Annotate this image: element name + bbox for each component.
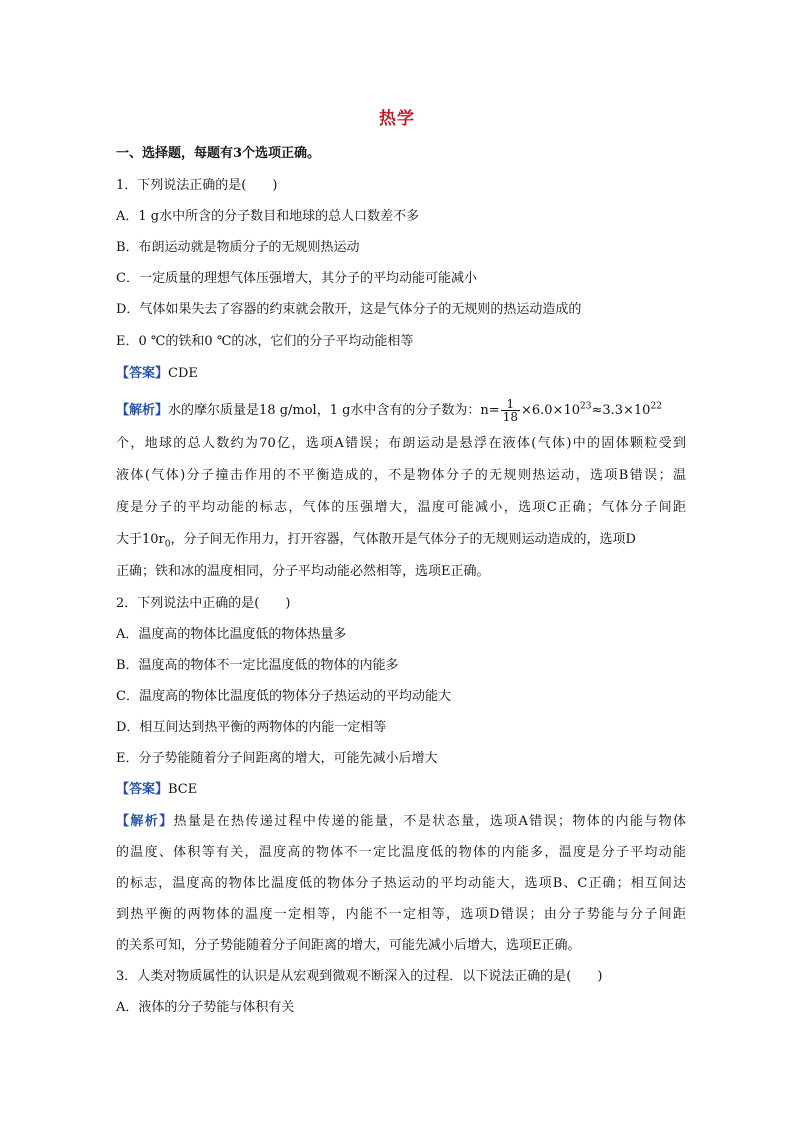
analysis-tag: 【解析】 (116, 403, 169, 418)
q1-analysis-line-6: 正确；铁和冰的温度相同，分子平均动能必然相等，选项E正确。 (116, 564, 490, 579)
fraction: $\frac{1}{18}$ (502, 397, 518, 424)
section-heading: 一、选择题，每题有3个选项正确。 (116, 146, 321, 161)
q3-stem: 3．人类对物质属性的认识是从宏观到微观不断深入的过程．以下说法正确的是( ) (116, 969, 603, 984)
page-title: 热学 (379, 109, 415, 129)
q2-analysis-line-1: 【解析】热量是在热传递过程中传递的能量，不是状态量，选项A错误；物体的内能与物体 (116, 814, 686, 829)
q2-analysis-line-4: 到热平衡的两物体的温度一定相等，内能不一定相等，选项D错误；由分子势能与分子间距 (116, 907, 686, 922)
q1-answer (116, 364, 686, 384)
q1-option-a: A．1 g水中所含的分子数目和地球的总人口数差不多 (116, 209, 420, 224)
analysis-tag: 【解析】 (116, 814, 174, 829)
q1-analysis-line-3: 液体(气体)分子撞击作用的不平衡造成的，不是物体分子的无规则热运动，选项B错误；温 (116, 468, 686, 483)
answer-value: BCE (168, 782, 198, 797)
q1-option-c: C．一定质量的理想气体压强增大，其分子的平均动能可能减小 (116, 271, 477, 286)
q3-option-a: A．液体的分子势能与体积有关 (116, 1000, 295, 1015)
q1-analysis-line-5: 大于$10r_0$，分子间无作用力，打开容器，气体散开是气体分子的无规则运动造成的，选项D (116, 532, 636, 550)
q2-option-b: B．温度高的物体不一定比温度低的物体的内能多 (116, 658, 399, 673)
q2-option-d: D．相互间达到热平衡的两物体的内能一定相等 (116, 720, 387, 735)
q1-option-d: D．气体如果失去了容器的约束就会散开，这是气体分子的无规则的热运动造成的 (116, 302, 582, 317)
q1-analysis-line-4: 度是分子的平均动能的标志，气体的压强增大，温度可能减小，选项C正确；气体分子间距 (116, 500, 686, 515)
q2-analysis-line-2: 的温度、体积等有关，温度高的物体不一定比温度低的物体的内能多，温度是分子平均动能 (116, 845, 686, 860)
q2-stem: 2．下列说法中正确的是( ) (116, 596, 291, 611)
q1-analysis-line-2: 个，地球的总人数约为70亿，选项A错误；布朗运动是悬浮在液体(气体)中的固体颗粒受到 (116, 436, 686, 451)
q2-option-a: A．温度高的物体比温度低的物体热量多 (116, 627, 347, 642)
answer-tag: 【答案】 (116, 366, 169, 381)
q1-option-e: E．0 ℃的铁和0 ℃的冰，它们的分子平均动能相等 (116, 334, 414, 349)
answer-value: CDE (168, 366, 198, 381)
q1-option-b: B．布朗运动就是物质分子的无规则热运动 (116, 240, 360, 255)
q2-answer (116, 780, 686, 800)
q2-analysis-line-3: 的标志，温度高的物体比温度低的物体分子热运动的平均动能大，选项B、C正确；相互间达 (116, 876, 686, 891)
q1-analysis-line-1: 【解析】水的摩尔质量是18 g/mol，1 g水中含有的分子数为：n= $\frac{1}{18}$ $\times 6.0\times 10^{23}\approx 3.3\times 10^{22}$ (116, 397, 662, 424)
q2-option-c: C．温度高的物体比温度低的物体分子热运动的平均动能大 (116, 689, 451, 704)
answer-tag: 【答案】 (116, 782, 169, 797)
q2-option-e: E．分子势能随着分子间距离的增大，可能先减小后增大 (116, 751, 438, 766)
q2-analysis-line-5: 的关系可知，分子势能随着分子间距离的增大，可能先减小后增大，选项E正确。 (116, 938, 581, 953)
q1-stem: 1．下列说法正确的是( ) (116, 178, 278, 193)
